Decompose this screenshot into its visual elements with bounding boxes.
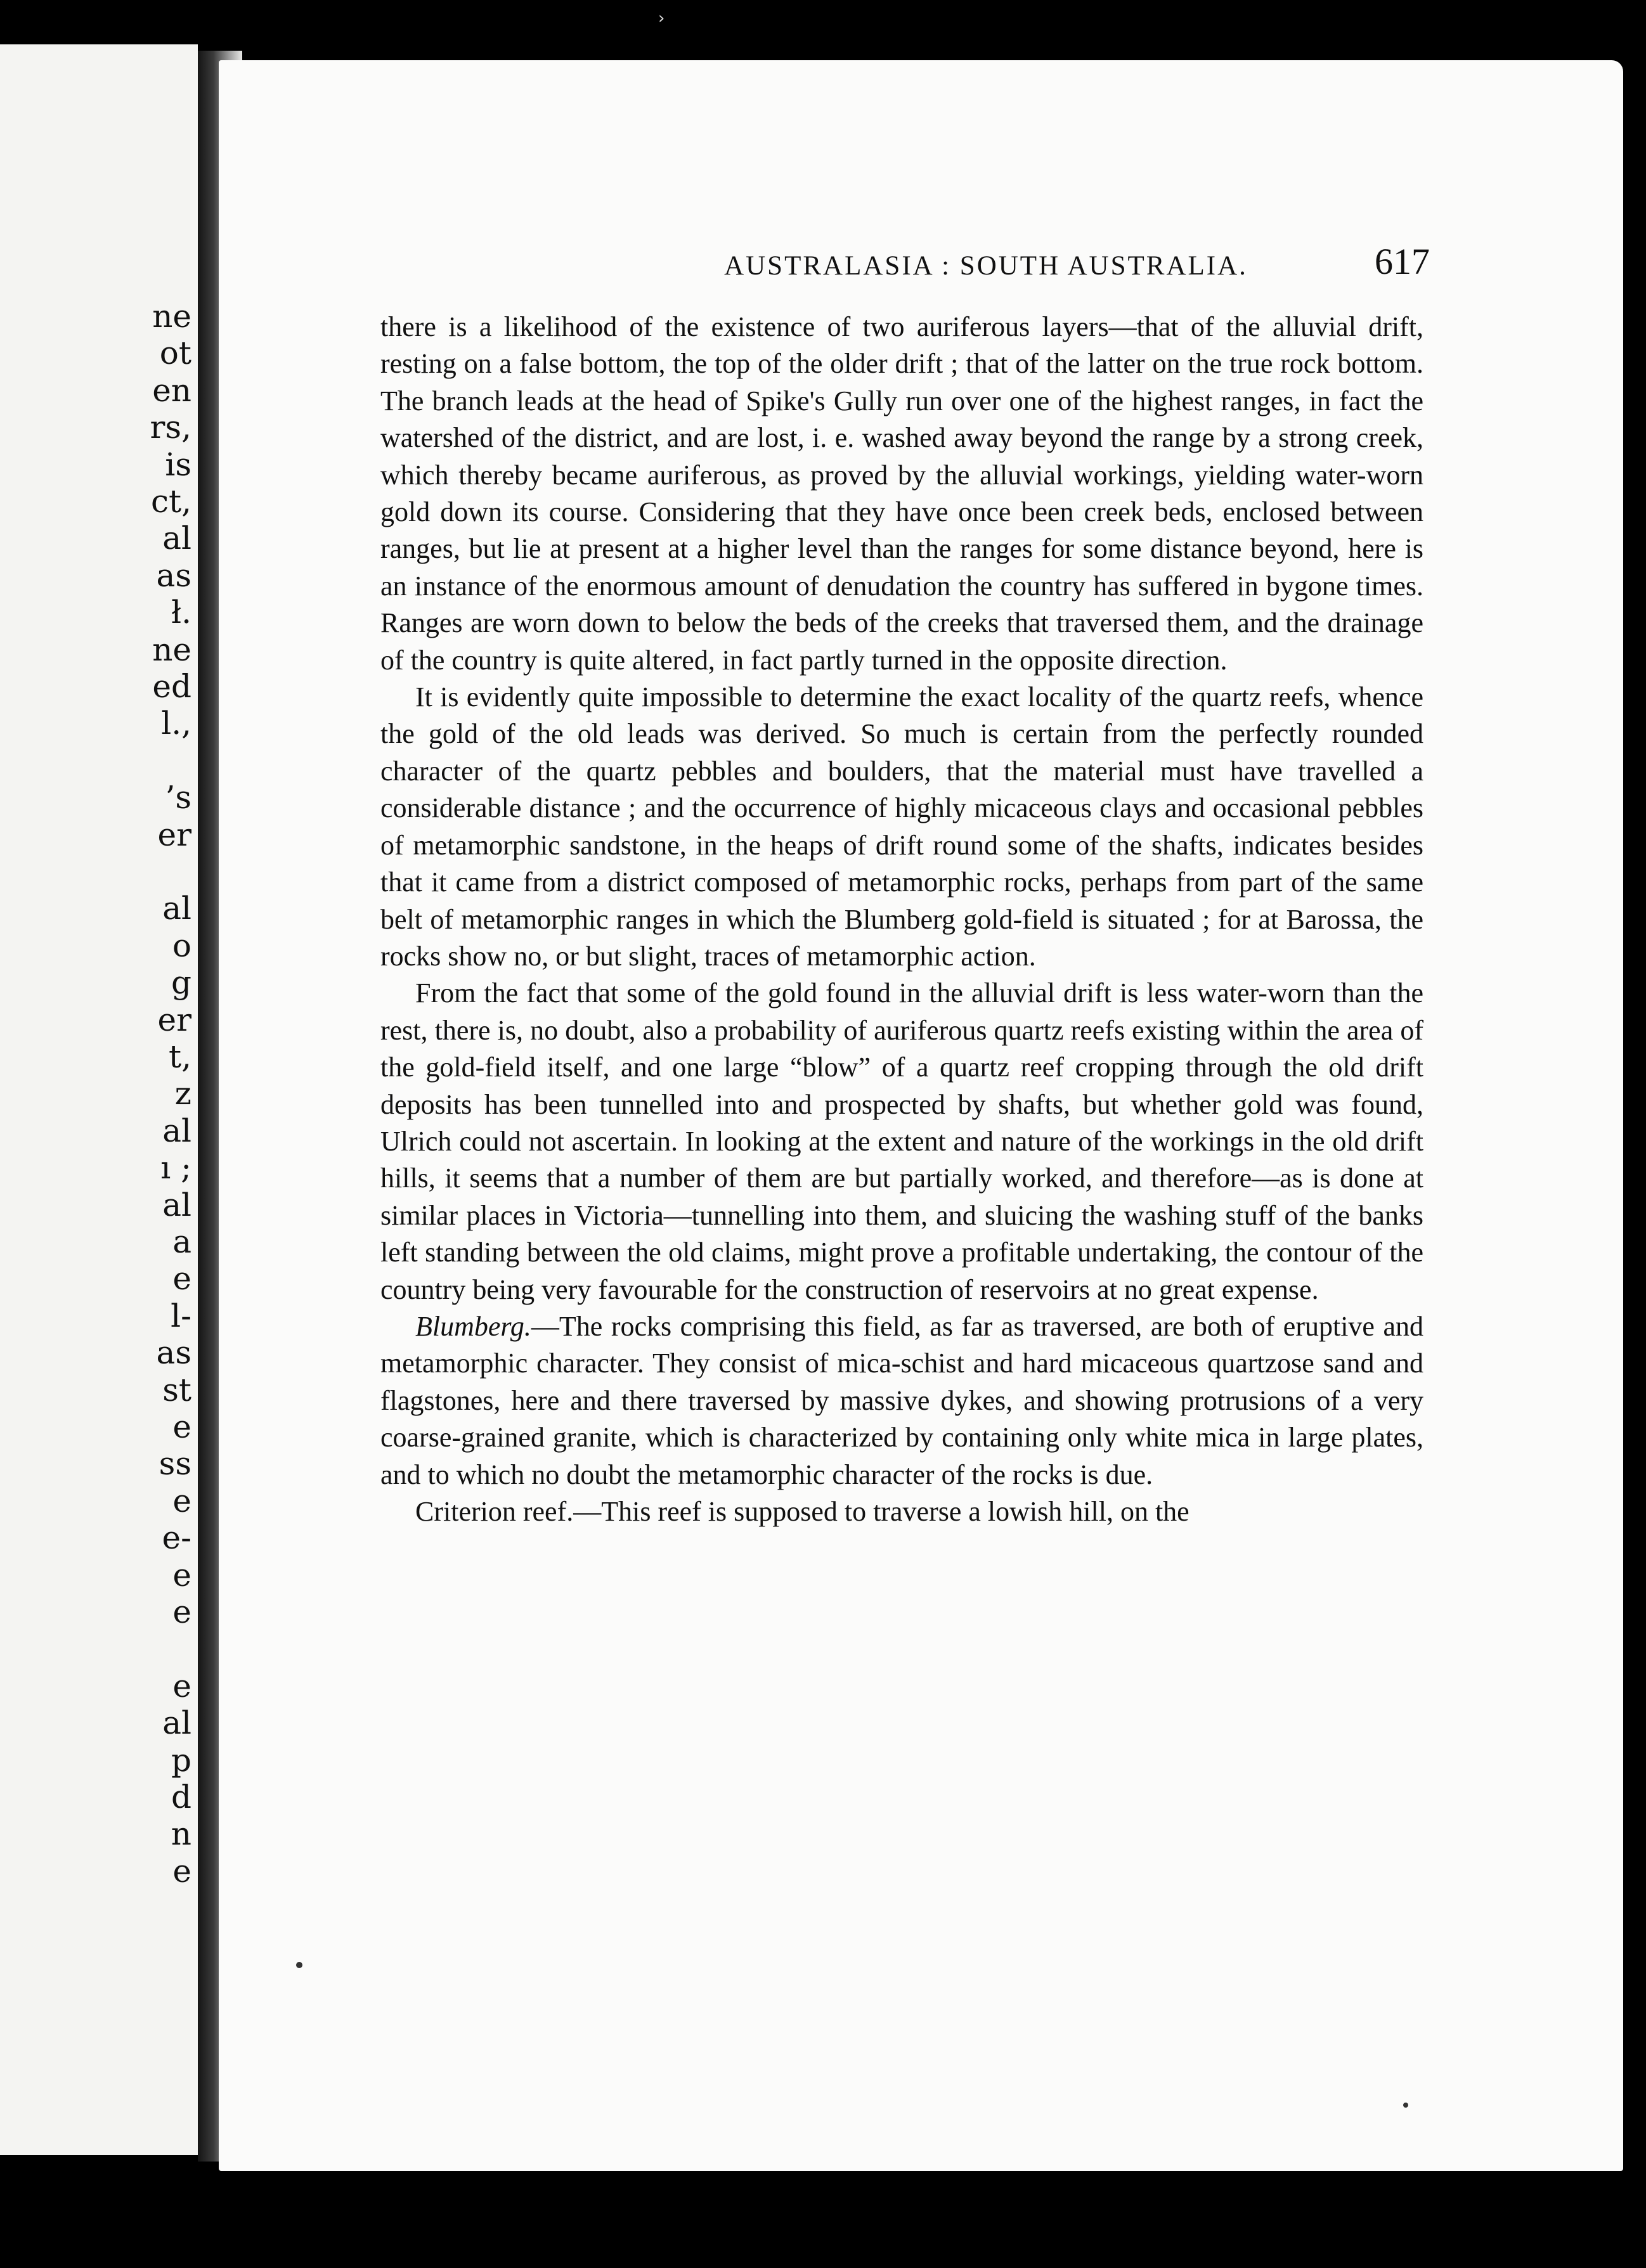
facing-page-line-fragment: n (171, 1815, 191, 1853)
facing-page-line-fragment: e (172, 1482, 191, 1519)
facing-page-line-fragment: er (157, 1001, 191, 1038)
facing-page-line-fragment: al (162, 1112, 191, 1149)
facing-page-line-fragment: as (156, 557, 191, 594)
facing-page-line-fragment: al (162, 1186, 191, 1223)
blumberg-heading: Blumberg. (415, 1310, 531, 1342)
page-speck (1403, 2103, 1408, 2108)
blumberg-text: —The rocks comprising this field, as far as traversed, are both of eruptive and metamorphic character. They consist of mica-schist and hard micaceous quartzose sand and flagstones, here and there traversed by massive dykes, and showing protrusions of a very coarse-grained granite, which is characterized by containing only white mica in large plates, and to which no doubt the metamorphic character of the rocks is due. (380, 1310, 1423, 1490)
facing-page-line-fragment: st (162, 1371, 191, 1408)
facing-page-line-fragment: d (171, 1779, 191, 1815)
paragraph-2: It is evidently quite impossible to determine the exact locality of the quartz reefs, whence the gold of the old leads was derived. So much is certain from the perfectly rounded character of the quartz pebbles and boulders, that the material must have travelled a considerable distance ; and the occurrence of highly micaceous clays and occasional pebbles of metamorphic sandstone, in the heaps of drift round some of the shafts, indicates besides that it came from a district composed of metamorphic rocks, perhaps from part of the same belt of metamorphic ranges in which the Blumberg gold-field is situated ; for at Barossa, the rocks show no, or but slight, traces of metamorphic action. (380, 681, 1423, 972)
facing-page-line-fragment: as (156, 1334, 191, 1372)
facing-page-line-fragment: ct, (151, 483, 191, 520)
facing-page-line-fragment: al (162, 1704, 191, 1742)
facing-page-line-fragment: z (174, 1075, 191, 1112)
facing-page-line-fragment: e (172, 1556, 191, 1594)
facing-page-line-fragment: ne (152, 631, 191, 668)
paragraph-1: there is a likelihood of the existence of two auriferous layers—that of the alluvial drift, resting on a false bottom, the top of the older drift ; that of the latter on the true rock bottom. The branch leads at the head of Spike's Gully run over one of the highest ranges, in fact the watershed of the district, and are lost, i. e. washed away beyond the range by a strong creek, which thereby became auriferous, as proved by the alluvial workings, yielding water-worn gold down its course. Considering that they have once been creek beds, enclosed between ranges, but lie at present at a higher level than the ranges for some distance beyond, here is an instance of the enormous amount of denudation the country has suffered in bygone times. Ranges are worn down to below the beds of the creeks that traversed them, and the drainage of the country is quite altered, in fact partly turned in the opposite direction. (380, 311, 1423, 676)
facing-page-line-fragment: e (172, 1667, 191, 1704)
facing-page-line-fragment: ’s (165, 779, 191, 816)
facing-page-line-fragment: al (162, 890, 191, 927)
facing-page-line-fragment: e (172, 1260, 191, 1298)
facing-page-line-fragment: g (171, 964, 191, 1002)
scan-mark: › (658, 9, 665, 28)
facing-page-line-fragment: l., (161, 705, 191, 742)
facing-page-line-fragment: en (152, 371, 191, 409)
page-number: 617 (1375, 241, 1430, 282)
paragraph-blumberg (380, 1308, 1423, 1493)
running-head: AUSTRALASIA : SOUTH AUSTRALIA. (724, 251, 1248, 281)
facing-page-line-fragment: t, (169, 1038, 191, 1075)
facing-page-line-fragment: e (172, 1594, 191, 1630)
paragraph-3: From the fact that some of the gold found in the alluvial drift is less water-worn than the rest, there is, no doubt, also a probability of auriferous quartz reefs existing within the area of the gold-field itself, and one large “blow” of a quartz reef cropping through the old drift deposits has been tunnelled into and prospected by shafts, but whether gold was found, Ulrich could not ascertain. In looking at the extent and nature of the workings in the old drift hills, it seems that a number of them are but partially worked, and therefore—as is done at similar places in Victoria—tunnelling into them, and sluicing the washing stuff of the banks left standing between the old claims, might prove a profitable undertaking, the contour of the country being very favourable for the construction of reservoirs at no great expense. (380, 977, 1423, 1305)
facing-page-line-fragment: ł. (171, 594, 191, 631)
facing-page-line-fragment: ed (152, 668, 191, 705)
facing-page-line-fragment: p (171, 1741, 191, 1779)
facing-page-line-fragment: o (172, 927, 191, 964)
facing-page-line-fragment: ss (159, 1445, 191, 1483)
facing-page (0, 44, 198, 2155)
facing-page-line-fragment: e (172, 1852, 191, 1890)
facing-page-line-fragment: a (172, 1223, 191, 1260)
facing-page-line-fragment: is (165, 446, 191, 483)
facing-page-line-fragment: l- (171, 1297, 191, 1334)
paragraph-criterion: Criterion reef.—This reef is supposed to traverse a lowish hill, on the (415, 1496, 1189, 1527)
facing-page-line-fragment: er (157, 816, 191, 853)
facing-page-line-fragment: rs, (150, 409, 191, 446)
body-text (380, 309, 1423, 1530)
facing-page-line-fragment: al (162, 520, 191, 557)
facing-page-line-fragment: ot (159, 335, 191, 372)
facing-page-line-fragment: ne (152, 298, 191, 335)
facing-page-line-fragment: e- (162, 1519, 191, 1557)
facing-page-line-fragment: e (172, 1408, 191, 1445)
page-speck (296, 1962, 302, 1968)
book-page (219, 60, 1623, 2171)
facing-page-line-fragment: ı ; (160, 1149, 191, 1187)
